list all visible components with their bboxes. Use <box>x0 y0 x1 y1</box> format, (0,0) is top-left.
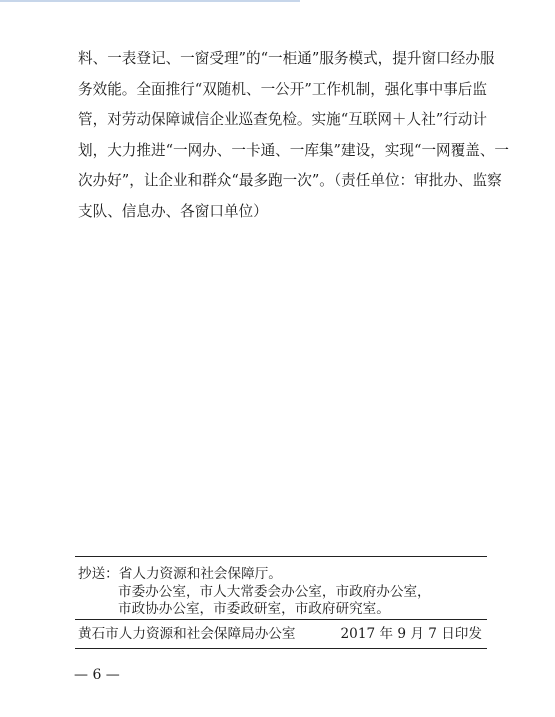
cc-distribution-list <box>78 566 431 619</box>
body-line: 支队、信息办、各窗口单位） <box>78 202 268 220</box>
issuer-name: 黄石市人力资源和社会保障局办公室 <box>78 626 296 642</box>
body-line: 管，对劳动保障诚信企业巡查免检。实施“互联网＋人社”行动计 <box>78 111 487 129</box>
body-line: 次办好”，让企业和群众“最多跑一次”。（责任单位：审批办、监察 <box>78 172 502 190</box>
top-border-line <box>0 0 300 2</box>
body-line: 务效能。全面推行“双随机、一公开”工作机制，强化事中事后监 <box>78 80 487 98</box>
footer-top-divider <box>75 619 487 620</box>
cc-line: 市委办公室，市人大常委会办公室，市政府办公室， <box>118 583 431 600</box>
cc-line: 抄送：省人力资源和社会保障厅。 <box>78 566 282 582</box>
footer-bottom-divider <box>75 648 487 649</box>
page-number: — 6 — <box>74 667 120 683</box>
body-line: 料、一表登记、一窗受理”的“一柜通”服务模式，提升窗口经办服 <box>78 50 495 67</box>
body-line: 划，大力推进“一网办、一卡通、一库集”建设，实现“一网覆盖、一 <box>78 141 510 159</box>
body-paragraph <box>78 44 510 228</box>
issue-date: 2017 年 9 月 7 日印发 <box>340 626 482 642</box>
cc-top-divider <box>75 556 487 557</box>
cc-line: 市政协办公室，市委政研室，市政府研究室。 <box>118 601 390 617</box>
